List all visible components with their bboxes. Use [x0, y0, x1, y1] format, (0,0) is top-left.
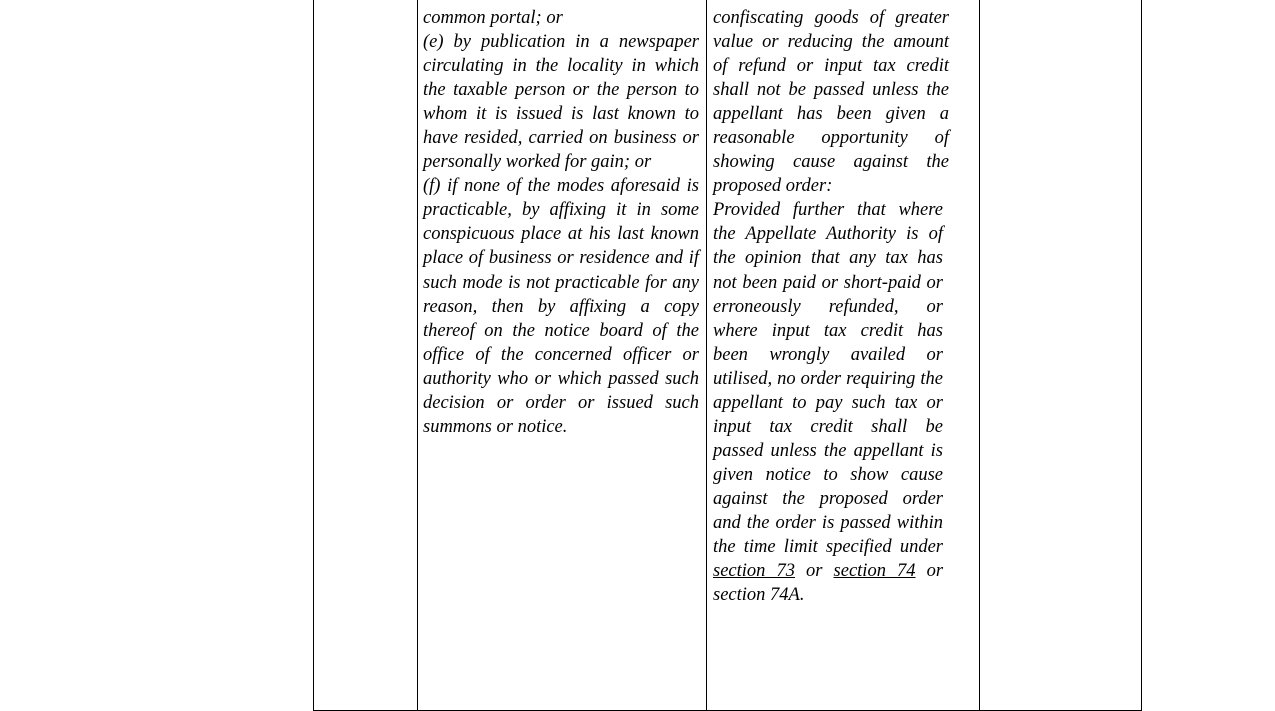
proviso-sep-2: or section 74A. [713, 561, 944, 606]
proviso-sep-1: or [806, 561, 823, 582]
column-4-cell [980, 0, 1141, 710]
paragraph-clause-f: (f) if none of the modes aforesaid is practicable, by affixing it in some conspicuous place at his last known place of business or residence and if such mode is not practicable for any reason, then by affixing a copy thereof on the notice board of the office of the concerned officer or authority who or which passed such decision or order or issued such summons or notice. [423, 176, 699, 437]
paragraph-proviso [707, 198, 979, 607]
paragraph-portal: common portal; or [423, 8, 563, 28]
paragraph-confiscating: confiscating goods of greater value or reducing the amount of refund or input tax credit shall not be passed unless the appellant has been given a reasonable opportunity of showing cause against the proposed order: [713, 8, 949, 197]
proviso-text: Provided further that where the Appellate Authority is of the opinion that any tax has not been paid or short-paid or erroneously refunded, or where input tax credit has been wrongly availed or utilised, no order requiring the appellant to pay such tax or input tax credit shall be passed unless the appellant is given notice to show cause against the proposed order and the order is passed within the time limit specified under [713, 200, 943, 558]
column-3-cell [707, 0, 980, 710]
column-2-cell [418, 0, 707, 710]
paragraph-clause-e: (e) by publication in a newspaper circulating in the locality in which the taxable person or the person to whom it is issued is last known to have resided, carried on business or personally worked for gain; or [423, 32, 699, 173]
section-74-link[interactable]: section 74 [833, 561, 916, 582]
legal-table [313, 0, 1142, 711]
section-73-link[interactable]: section 73 [713, 561, 795, 582]
column-1-cell [314, 0, 418, 710]
